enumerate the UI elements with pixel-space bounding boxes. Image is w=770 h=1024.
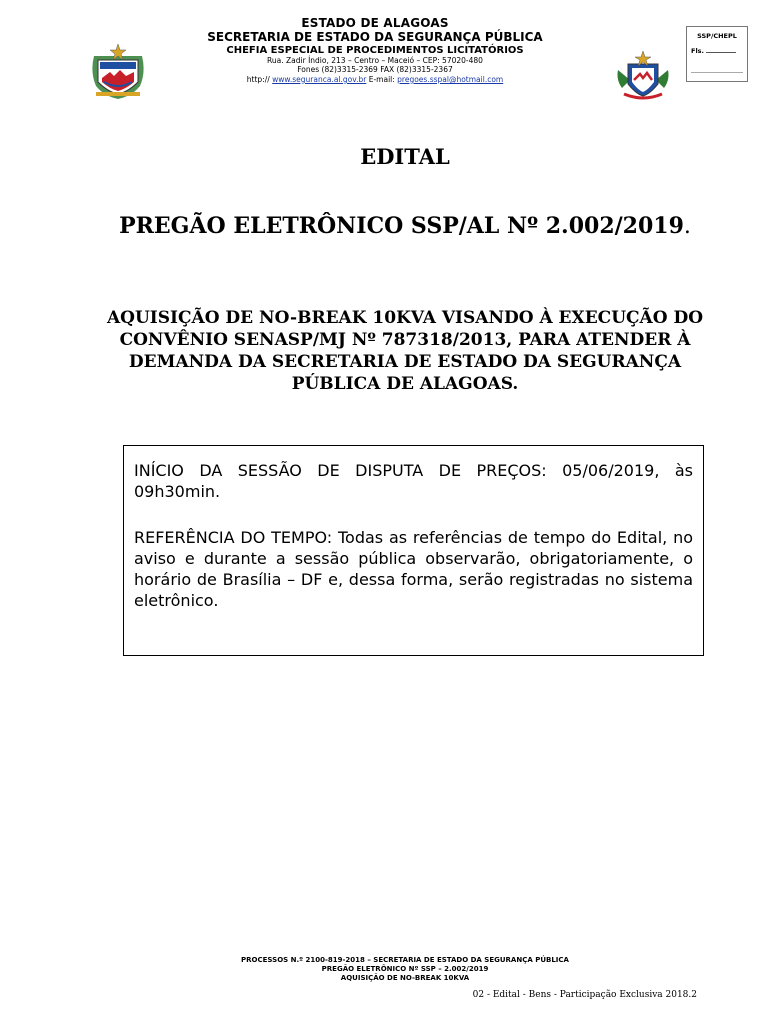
footer-process: PROCESSOS N.º 2100-819-2018 – SECRETARIA DE ESTADO DA SEGURANÇA PÚBLICA (241, 956, 569, 964)
time-reference-text: REFERÊNCIA DO TEMPO: Todas as referências de tempo do Edital, no aviso e durante a sessão pública observarão, obrigatoriamente, o horário de Brasília – DF e, dessa forma, serão registradas no sistema eletrônico. (134, 528, 693, 610)
stamp-fls-line (706, 52, 736, 53)
header-address: Rua. Zadir Índio, 213 – Centro – Maceió – CEP: 57020-480 (267, 56, 483, 66)
alagoas-coat-of-arms-logo (88, 42, 148, 100)
pregao-suffix: . (683, 214, 691, 239)
ssp-coat-of-arms-logo (616, 50, 670, 104)
footer-pregao: PREGÃO ELETRÔNICO Nº SSP – 2.002/2019 (321, 965, 489, 973)
website-link[interactable]: www.seguranca.al.gov.br (272, 74, 367, 84)
header-secretaria: SECRETARIA DE ESTADO DA SEGURANÇA PÚBLICA (207, 29, 543, 44)
header-chefia: CHEFIA ESPECIAL DE PROCEDIMENTOS LICITATÓRIOS (226, 44, 524, 56)
session-start-text: INÍCIO DA SESSÃO DE DISPUTA DE PREÇOS: 05/06/2019, às 09h30min. (134, 461, 693, 501)
stamp-title: SSP/CHEPL (697, 32, 737, 40)
pregao-heading (0, 213, 770, 239)
email-label: E-mail: (368, 74, 395, 84)
object-description: AQUISIÇÃO DE NO-BREAK 10KVA VISANDO À EXECUÇÃO DO CONVÊNIO SENASP/MJ Nº 787318/2013, PARA ATENDER À DEMANDA DA SECRETARIA DE ESTADO DA SEGURANÇA PÚBLICA DE ALAGOAS. (106, 308, 704, 394)
stamp-fls-label: Fls. (691, 47, 705, 55)
email-link[interactable]: pregoes.sspal@hotmail.com (397, 74, 504, 84)
web-prefix: http:// (246, 74, 270, 84)
page-stamp-box (686, 26, 748, 82)
header-contacts (150, 75, 600, 84)
header-state: ESTADO DE ALAGOAS (301, 16, 449, 30)
header-phones: Fones (82)3315-2369 FAX (82)3315-2367 (297, 65, 453, 75)
session-info-box (123, 445, 704, 656)
pregao-number: PREGÃO ELETRÔNICO SSP/AL Nº 2.002/2019 (119, 213, 684, 239)
stamp-fls (687, 47, 747, 55)
document-header (150, 17, 600, 84)
document-title: EDITAL (360, 144, 450, 169)
footer-object: AQUISIÇÃO DE NO-BREAK 10KVA (340, 974, 470, 982)
document-footer (100, 956, 710, 983)
stamp-signature-line (691, 72, 743, 73)
footer-document-version: 02 - Edital - Bens - Participação Exclusiva 2018.2 (472, 990, 697, 1000)
